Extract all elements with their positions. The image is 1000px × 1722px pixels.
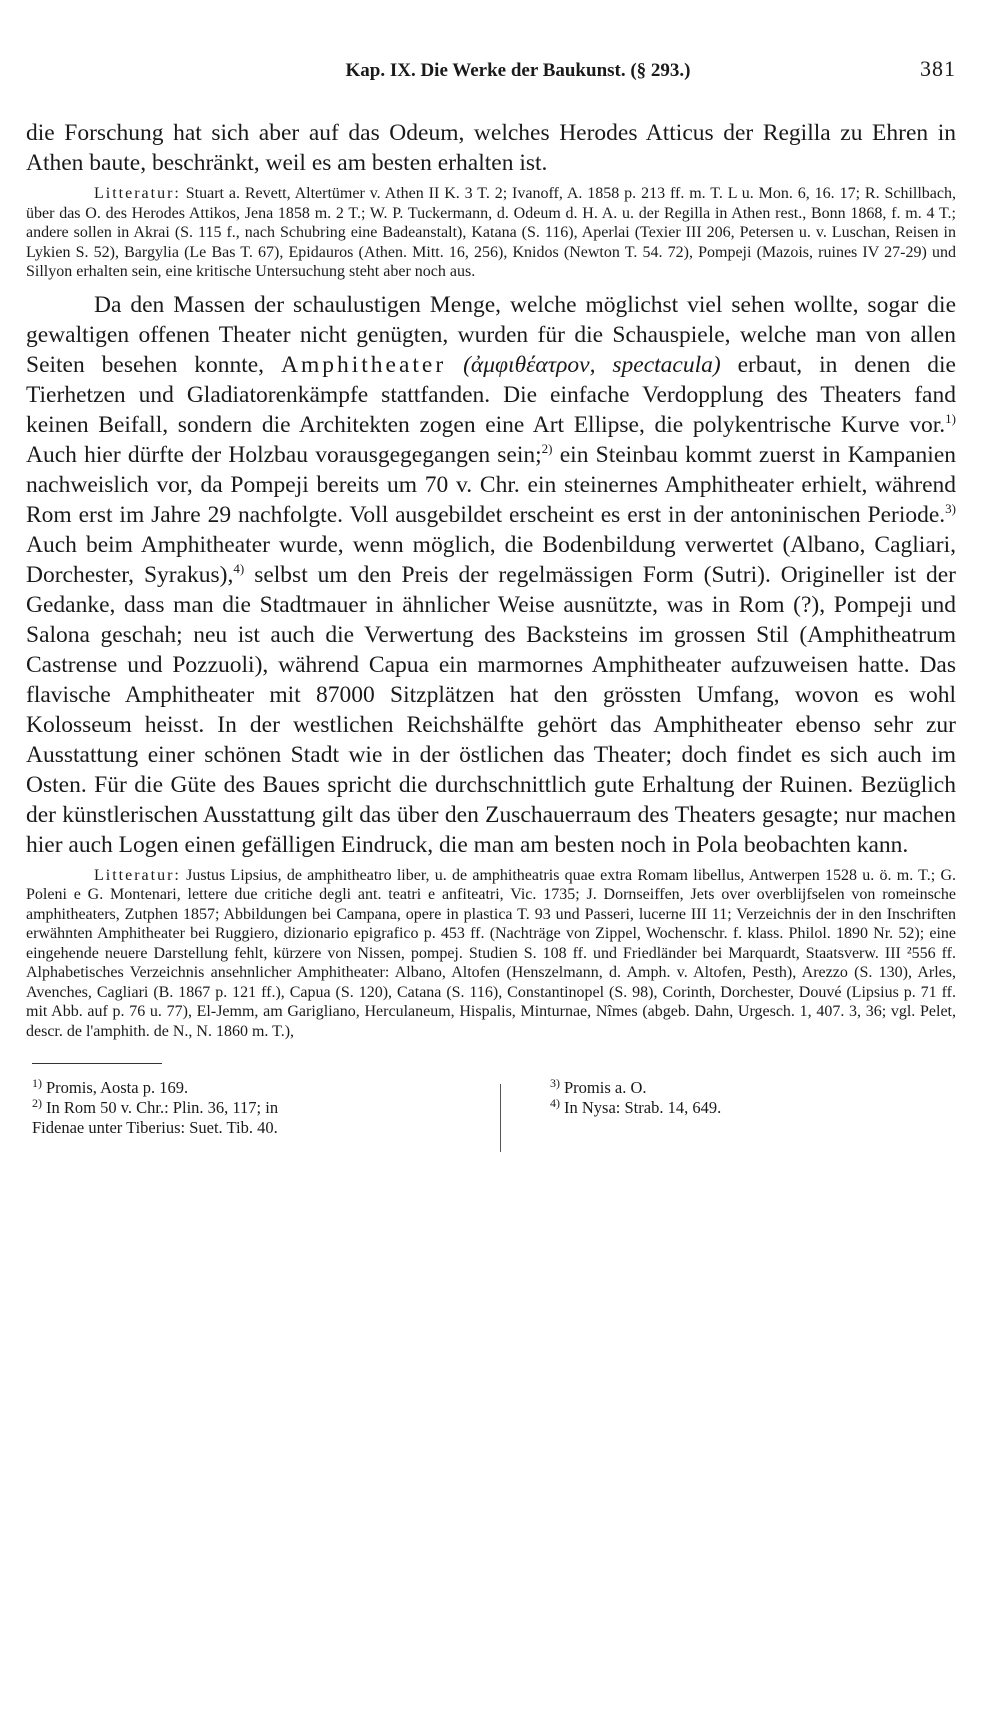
paragraph-part: Auch hier dürfte der Holzbau vorausgegegangen sein; bbox=[26, 441, 542, 468]
footnote-ref-2: 2) bbox=[541, 440, 553, 456]
footnote-column-divider bbox=[500, 1084, 501, 1152]
term-greek: (ἀμφιθέατρον, spectacula) bbox=[463, 351, 721, 378]
paragraph-part: erbaut, in denen die Tierhetzen und Gladiatorenkämpfe stattfanden. Die einfache Verdopplung des Theaters fand keinen Beifall, sondern die Architekten zogen eine Art Ellipse, die polykentrische Kurve vor. bbox=[26, 351, 956, 438]
literature-note-odeum bbox=[26, 184, 956, 282]
page-header bbox=[26, 56, 956, 96]
footnote-ref-4: 4) bbox=[233, 560, 245, 576]
literature-label: Litteratur: bbox=[94, 185, 181, 202]
page-number: 381 bbox=[920, 56, 956, 81]
literature-text: Justus Lipsius, de amphitheatro liber, u. de amphitheatris quae extra Romam libellus, Antwerpen 1528 u. ö. m. T.; G. Poleni e G. Montenari, lettere due critiche degli ant. teatri e anfiteatri, Vic. 1735; J. Dornseiffen, Jets over overblijfselen von romeinsche amphitheaters, Zutphen 1857; Abbildungen bei Campana, opere in plastica T. 93 und Passeri, lucerne III 11; Verzeichnis der in den Inschriften erwähnten Amphitheater bei Ruggiero, dizionario epigrafico p. 453 ff. (Nachträge von Zippel, Wochenschr. f. klass. Philol. 1890 Nr. 52); eine eingehende neuere Darstellung fehlt, kürzere von Nissen, pompej. Studien S. 108 ff. und Friedländer bei Marquardt, Staatsverw. III ²556 ff. Alphabetisches Verzeichnis ansehnlicher Amphitheater: Albano, Altofen (Henszelmann, d. Amph. v. Altofen, Pesth), Arezzo (S. 130), Arles, Avenches, Cagliari (B. 1867 p. 121 ff.), Capua (S. 120), Catana (S. 116), Constantinopel (S. 98), Corinth, Dorchester, Douvé (Lipsius p. 71 ff. mit Abb. auf p. 76 u. 77), El-Jemm, am Garigliano, Herculaneum, Hispalis, Minturnae, Nîmes (abgeb. Dahn, Urgesch. 1, 407. 3, 36; vgl. Pelet, descr. de l'amphith. de N., N. 1860 m. T.), bbox=[26, 866, 956, 1040]
paragraph-continuation: die Forschung hat sich aber auf das Odeum, welches Herodes Atticus der Regilla zu Ehren in Athen baute, beschränkt, weil es am besten erhalten ist. bbox=[26, 120, 956, 176]
literature-text: Stuart a. Revett, Altertümer v. Athen II K. 3 T. 2; Ivanoff, A. 1858 p. 213 ff. m. T. L u. Mon. 6, 16. 17; R. Schillbach, über das O. des Herodes Attikos, Jena 1858 m. 2 T.; W. P. Tuckermann, d. Odeum d. H. A. u. der Regilla in Athen rest., Bonn 1868, f. m. 4 T.; andere sollen in Akrai (S. 115 f., nach Schubring eine Badeanstalt), Katana (S. 116), Aperlai (Texier III 206, Petersen u. v. Luschan, Reisen in Lykien S. 52), Bargylia (Le Bas T. 67), Epidauros (Athen. Mitt. 16, 256), Knidos (Newton T. 54. 72), Pompeji (Mazois, ruines IV 27-29) und Sillyon erhalten sein, eine kritische Untersuchung steht aber noch aus. bbox=[26, 185, 957, 280]
footnote-ref-3: 3) bbox=[945, 500, 956, 516]
footnote-4: $^{4)}$ In Nysa: Strab. 14, 649. bbox=[550, 1095, 722, 1117]
footnote-2: $^{2)}$ In Rom 50 v. Chr.: Plin. 36, 117; in bbox=[32, 1095, 279, 1117]
paragraph-part: Da den Massen der schaulustigen Menge, welche möglichst viel sehen wollte, sogar die gewaltigen offenen Theater nicht genügten, wurden für die Schauspiele, welche man von allen Seiten besehen konnte, bbox=[26, 291, 956, 378]
paragraph-part: Auch beim Amphitheater wurde, wenn möglich, die Bodenbildung verwertet (Albano, Cagliari, Dorchester, Syrakus), bbox=[26, 531, 956, 588]
term-amphitheater: Amphitheater bbox=[280, 351, 447, 378]
running-head: Kap. IX. Die Werke der Baukunst. (§ 293.) bbox=[345, 60, 691, 81]
literature-note-amphitheater bbox=[26, 866, 956, 1042]
book-page bbox=[26, 56, 956, 1138]
footnote-rule bbox=[32, 1063, 162, 1064]
footnotes-left-column bbox=[26, 1075, 502, 1138]
footnote-3: $^{3)}$ Promis a. O. bbox=[550, 1075, 647, 1097]
footnote-2-continued: Fidenae unter Tiberius: Suet. Tib. 40. bbox=[32, 1118, 278, 1137]
paragraph-amphitheater bbox=[26, 290, 956, 860]
footnotes-right-column bbox=[502, 1075, 956, 1138]
footnote-1: $^{1)}$ Promis, Aosta p. 169. bbox=[32, 1075, 189, 1097]
footnote-ref-1: 1) bbox=[945, 410, 956, 426]
footnotes bbox=[26, 1075, 956, 1138]
literature-label: Litteratur: bbox=[94, 866, 181, 884]
paragraph-part: selbst um den Preis der regelmässigen Form (Sutri). Origineller ist der Gedanke, dass man die Stadtmauer in ähnlicher Weise ausnützte, was in Rom (?), Pompeji und Salona geschah; neu ist auch die Verwertung des Backsteins im grossen Stil (Amphitheatrum Castrense und Pozzuoli), während Capua ein marmornes Amphitheater aufzuweisen hatte. Das flavische Amphitheater mit 87000 Sitzplätzen hat den grössten Umfang, wovon es wohl Kolosseum heisst. In der westlichen Reichshälfte gehört das Amphitheater ebenso sehr zur Ausstattung einer schönen Stadt wie in der östlichen das Theater; doch findet es sich auch im Osten. Für die Güte des Baues spricht die durchschnittlich gute Erhaltung der Ruinen. Bezüglich der künstlerischen Ausstattung gilt das über den Zuschauerraum des Theaters gesagte; nur machen hier auch Logen einen gefälligen Eindruck, die man am besten noch in Pola beobachten kann. bbox=[26, 561, 956, 858]
paragraph-part: ein Steinbau kommt zuerst in Kampanien nachweislich vor, da Pompeji bereits um 70 v. Chr. ein steinernes Amphitheater erhielt, während Rom erst im Jahre 29 nachfolgte. Voll ausgebildet erscheint es erst in der antoninischen Periode. bbox=[26, 441, 957, 528]
